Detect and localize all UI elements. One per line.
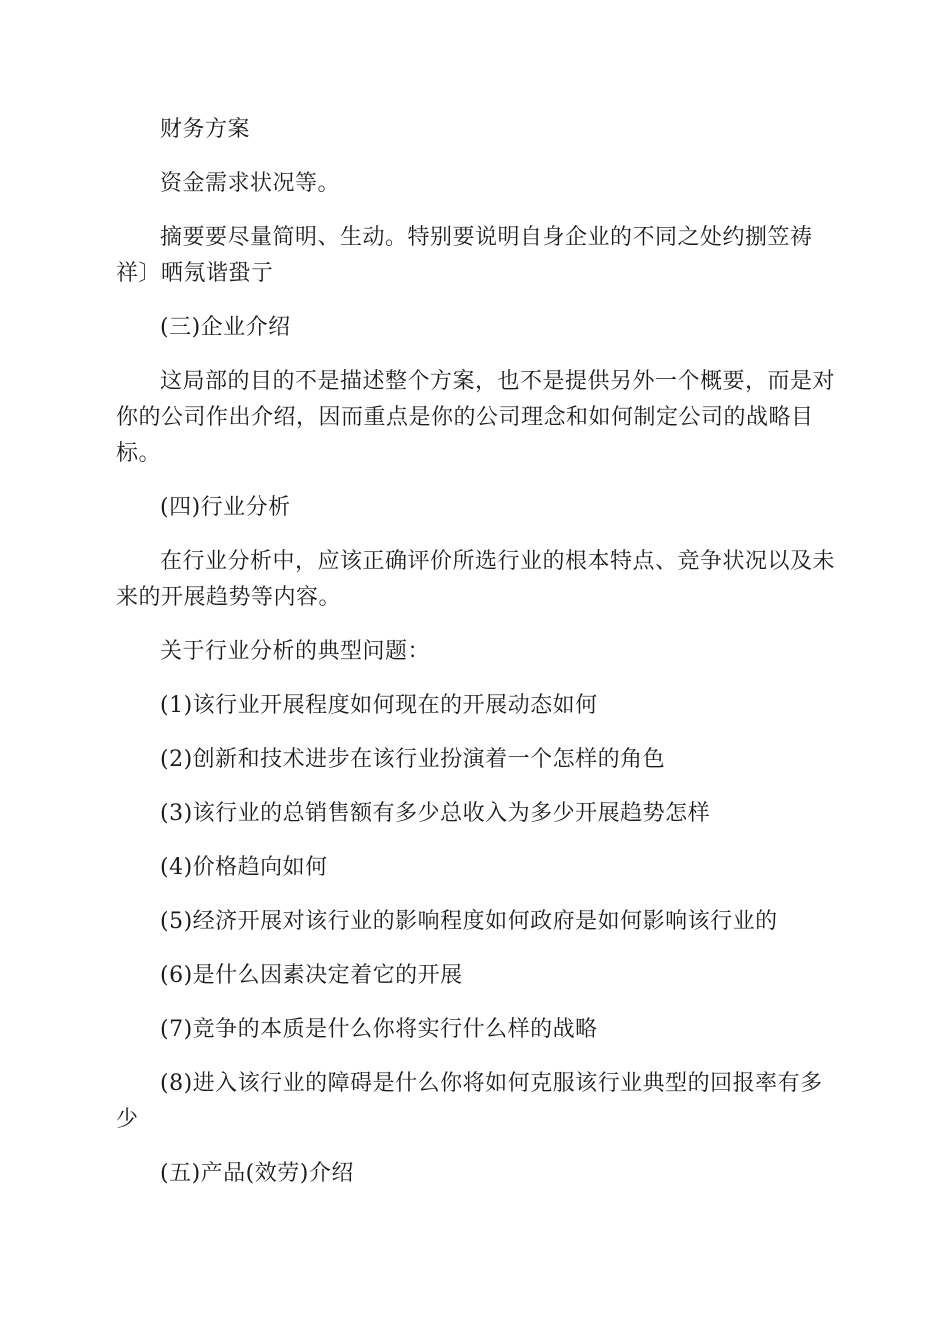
paragraph-company-intro: 这局部的目的不是描述整个方案，也不是提供另外一个概要，而是对你的公司作出介绍，因而重点是你的公司理念和如何制定公司的战略目标。 bbox=[116, 369, 836, 466]
paragraph-capital-needs: 资金需求状况等。 bbox=[160, 171, 341, 196]
paragraph-industry-analysis: 在行业分析中，应该正确评价所选行业的根本特点、竞争状况以及未来的开展趋势等内容。 bbox=[116, 549, 836, 610]
paragraph-summary-note: 摘要要尽量简明、生动。特别要说明自身企业的不同之处约捌笠祷祥〕晒氖谐蛩亍 bbox=[116, 225, 813, 286]
paragraph-typical-questions: 关于行业分析的典型问题： bbox=[160, 639, 431, 664]
paragraph-finance-plan: 财务方案 bbox=[160, 117, 251, 142]
question-item-2: (2)创新和技术进步在该行业扮演着一个怎样的角色 bbox=[160, 747, 666, 772]
question-item-6: (6)是什么因素决定着它的开展 bbox=[160, 963, 463, 988]
document-body bbox=[116, 112, 836, 1210]
heading-company-intro: (三)企业介绍 bbox=[160, 315, 291, 340]
heading-industry-analysis: (四)行业分析 bbox=[160, 495, 291, 520]
question-item-5: (5)经济开展对该行业的影响程度如何政府是如何影响该行业的 bbox=[160, 909, 778, 934]
question-item-3: (3)该行业的总销售额有多少总收入为多少开展趋势怎样 bbox=[160, 801, 711, 826]
question-item-4: (4)价格趋向如何 bbox=[160, 855, 328, 880]
question-item-8: (8)进入该行业的障碍是什么你将如何克服该行业典型的回报率有多少 bbox=[116, 1071, 823, 1132]
question-item-7: (7)竞争的本质是什么你将实行什么样的战略 bbox=[160, 1017, 598, 1042]
heading-product-intro: (五)产品(效劳)介绍 bbox=[160, 1161, 354, 1186]
question-item-1: (1)该行业开展程度如何现在的开展动态如何 bbox=[160, 693, 598, 718]
